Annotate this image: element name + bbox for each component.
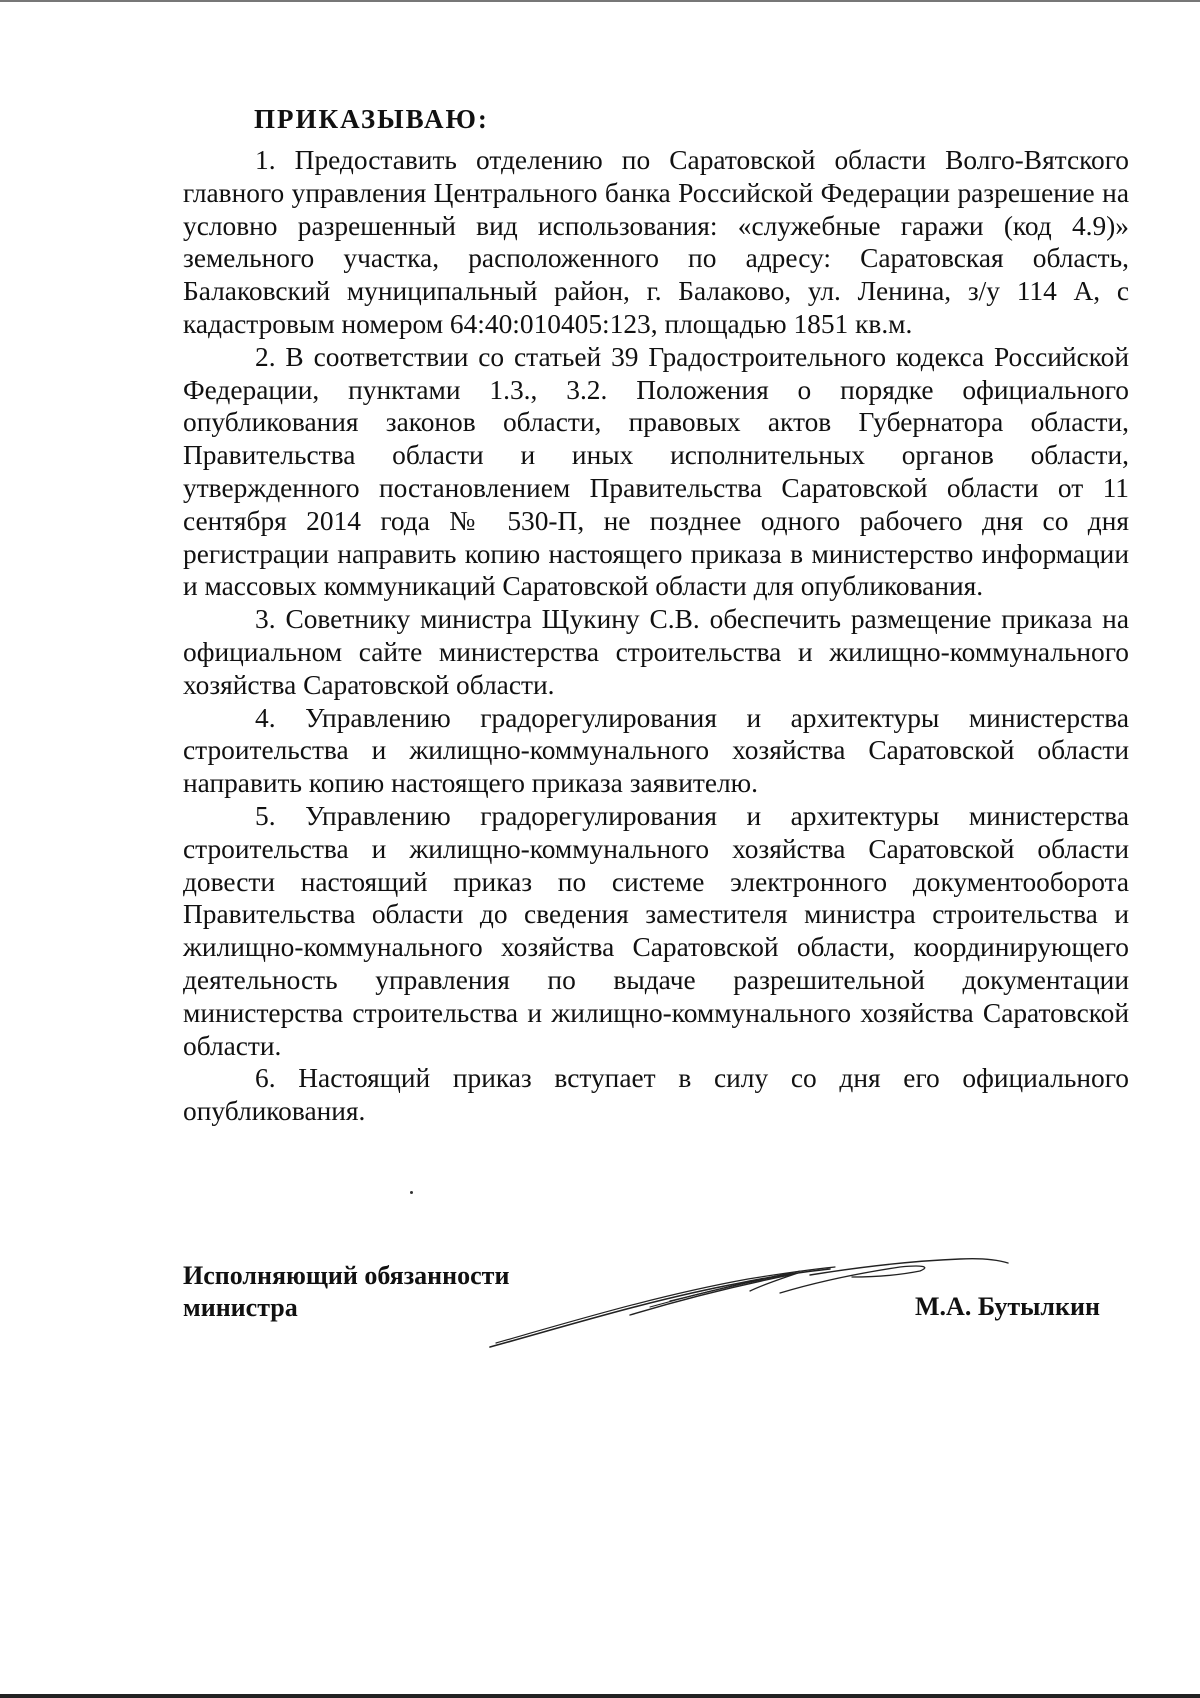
- order-paragraph-1: 1. Предоставить отделению по Саратовской области Волго-Вятского главного управления Центрального банка Российской Федерации разрешение на условно разрешенный вид использования: «служебные гаражи (код 4.9)» земельного участка, расположенного по адресу: Саратовская область, Балаковский муниципальный район, г. Балаково, ул. Ленина, з/у 114 А, с кадастровым номером 64:40:010405:123, площадью 1851 кв.м.: [183, 145, 1129, 339]
- order-heading: ПРИКАЗЫВАЮ:: [254, 104, 489, 134]
- order-paragraph-4: 4. Управлению градорегулирования и архитектуры министерства строительства и жилищно-коммунального хозяйства Саратовской области направить копию настоящего приказа заявителю.: [183, 702, 1129, 799]
- order-paragraph-2: 2. В соответствии со статьей 39 Градостроительного кодекса Российской Федерации, пунктами 1.3., 3.2. Положения о порядке официального опубликования законов области, правовых актов Губернатора области, Правительства области и иных исполнительных органов области, утвержденного постановлением Правительства Саратовской области от 11 сентября 2014 года № 530-П, не позднее одного рабочего дня со дня регистрации направить копию настоящего приказа в министерство информации и массовых коммуникаций Саратовской области для опубликования.: [183, 341, 1129, 602]
- bottom-edge-rule: [0, 1694, 1200, 1698]
- scan-speck: [410, 1191, 413, 1194]
- signatory-title-line-2: министра: [183, 1293, 298, 1322]
- top-edge-rule: [0, 0, 1200, 2]
- order-paragraph-5: 5. Управлению градорегулирования и архитектуры министерства строительства и жилищно-коммунального хозяйства Саратовской области довести настоящий приказ по системе электронного документооборота Правительства области до сведения заместителя министра строительства и жилищно-коммунального хозяйства Саратовской области, координирующего деятельность управления по выдаче разрешительной документации министерства строительства и жилищно-коммунального хозяйства Саратовской области.: [183, 800, 1129, 1061]
- order-body: [183, 144, 1129, 1128]
- order-paragraph-3: 3. Советнику министра Щукину С.В. обеспечить размещение приказа на официальном сайте министерства строительства и жилищно-коммунального хозяйства Саратовской области.: [183, 604, 1129, 700]
- signatory-title-line-1: Исполняющий обязанности: [183, 1261, 510, 1290]
- signatory-name: М.А. Бутылкин: [915, 1292, 1100, 1321]
- signatory-title: [183, 1260, 509, 1324]
- order-paragraph-6: 6. Настоящий приказ вступает в силу со дня его официального опубликования.: [183, 1063, 1129, 1127]
